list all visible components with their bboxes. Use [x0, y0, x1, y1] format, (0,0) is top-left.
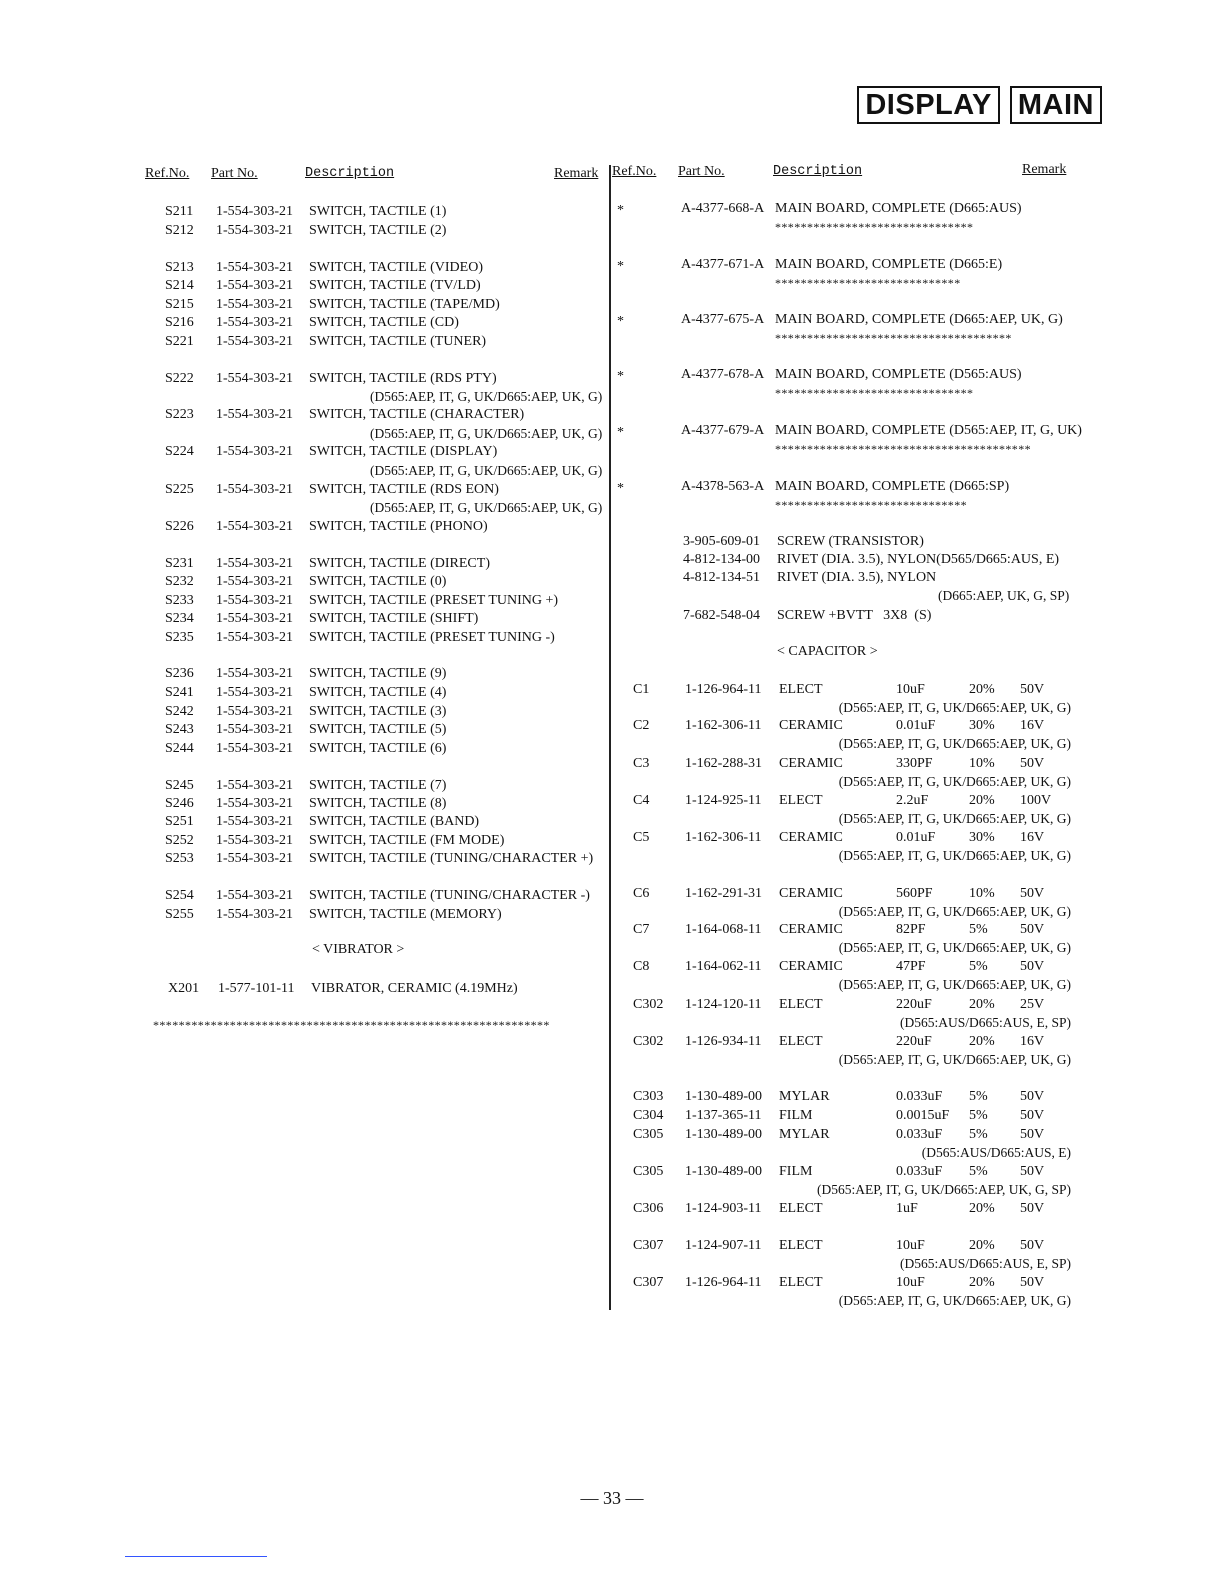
part-remark: (D565:AEP, IT, G, UK/D665:AEP, UK, G)	[370, 463, 603, 478]
capacitor-type: CERAMIC	[779, 718, 843, 733]
left-header-remark: Remark	[554, 166, 599, 181]
tab-display: DISPLAY	[857, 86, 1000, 124]
part-remark: (D565:AEP, IT, G, UK/D665:AEP, UK, G)	[838, 700, 1071, 715]
capacitor-voltage: 50V	[1020, 1164, 1045, 1179]
part-remark: (D565:AUS/D665:AUS, E, SP)	[899, 1256, 1071, 1271]
ref-number: S255	[165, 907, 194, 922]
right-header-part: Part No.	[678, 164, 725, 179]
ref-number: C7	[633, 922, 650, 937]
part-remark: (D565:AUS/D665:AUS, E)	[921, 1145, 1071, 1160]
part-number: 1-554-303-21	[216, 574, 293, 589]
part-number: A-4377-668-A	[681, 201, 765, 216]
part-number: 1-554-303-21	[216, 778, 293, 793]
part-number: 3-905-609-01	[683, 534, 760, 549]
capacitor-tolerance: 5%	[969, 1164, 988, 1179]
ref-number: S244	[165, 741, 194, 756]
ref-number: S245	[165, 778, 194, 793]
part-description: SWITCH, TACTILE (5)	[309, 722, 447, 737]
part-number: 1-554-303-21	[216, 741, 293, 756]
ref-number: C302	[633, 997, 664, 1012]
part-description: RIVET (DIA. 3.5), NYLON	[777, 570, 937, 585]
part-number: 1-126-964-11	[685, 682, 762, 697]
capacitor-value: 1uF	[896, 1201, 918, 1216]
part-description: SWITCH, TACTILE (PRESET TUNING -)	[309, 630, 555, 645]
part-number: 1-137-365-11	[685, 1108, 762, 1123]
part-description: SWITCH, TACTILE (3)	[309, 704, 447, 719]
board-mark: *	[617, 369, 624, 384]
capacitor-voltage: 50V	[1020, 1127, 1045, 1142]
section-heading-capacitor: < CAPACITOR >	[777, 644, 878, 659]
part-number: 1-554-303-21	[216, 814, 293, 829]
part-description: SWITCH, TACTILE (CHARACTER)	[309, 407, 525, 422]
part-number: 1-577-101-11	[218, 981, 295, 996]
ref-number: S252	[165, 833, 194, 848]
part-remark: (D565:AEP, IT, G, UK/D665:AEP, UK, G)	[838, 736, 1071, 751]
ref-number: S253	[165, 851, 194, 866]
ref-number: S216	[165, 315, 194, 330]
part-remark: (D565:AEP, IT, G, UK/D665:AEP, UK, G)	[370, 500, 603, 515]
ref-number: S243	[165, 722, 194, 737]
part-remark: (D665:AEP, UK, G, SP)	[938, 588, 1070, 603]
part-description: SCREW +BVTT 3X8 (S)	[777, 608, 932, 623]
part-description: SCREW (TRANSISTOR)	[777, 534, 924, 549]
part-description: SWITCH, TACTILE (TUNING/CHARACTER +)	[309, 851, 594, 866]
part-description: SWITCH, TACTILE (6)	[309, 741, 447, 756]
part-description: SWITCH, TACTILE (DIRECT)	[309, 556, 490, 571]
part-description: SWITCH, TACTILE (BAND)	[309, 814, 480, 829]
part-number: 1-554-303-21	[216, 297, 293, 312]
separator-stars: **************************************************************	[153, 1018, 550, 1032]
part-description: MAIN BOARD, COMPLETE (D565:AEP, IT, G, UK)	[775, 423, 1082, 438]
ref-number: C303	[633, 1089, 664, 1104]
ref-number: S254	[165, 888, 194, 903]
part-remark: (D565:AEP, IT, G, UK/D665:AEP, UK, G)	[370, 426, 603, 441]
separator-stars: *******************************	[775, 220, 974, 234]
part-description: SWITCH, TACTILE (TUNER)	[309, 334, 487, 349]
capacitor-value: 0.033uF	[896, 1127, 943, 1142]
part-remark: (D565:AEP, IT, G, UK/D665:AEP, UK, G)	[838, 940, 1071, 955]
capacitor-voltage: 16V	[1020, 1034, 1045, 1049]
part-remark: (D565:AEP, IT, G, UK/D665:AEP, UK, G)	[370, 389, 603, 404]
capacitor-value: 10uF	[896, 1275, 925, 1290]
part-description: SWITCH, TACTILE (RDS PTY)	[309, 371, 497, 386]
capacitor-voltage: 50V	[1020, 1089, 1045, 1104]
capacitor-tolerance: 10%	[969, 886, 995, 901]
part-description: SWITCH, TACTILE (DISPLAY)	[309, 444, 498, 459]
right-header-desc: Description	[773, 164, 863, 179]
part-number: 1-162-288-31	[685, 756, 762, 771]
part-number: 1-554-303-21	[216, 371, 293, 386]
capacitor-value: 330PF	[896, 756, 933, 771]
capacitor-type: ELECT	[779, 1275, 823, 1290]
capacitor-voltage: 50V	[1020, 1108, 1045, 1123]
capacitor-type: MYLAR	[779, 1089, 830, 1104]
ref-number: C5	[633, 830, 650, 845]
ref-number: C1	[633, 682, 650, 697]
board-mark: *	[617, 203, 624, 218]
capacitor-tolerance: 20%	[969, 1238, 995, 1253]
part-number: 1-554-303-21	[216, 796, 293, 811]
capacitor-voltage: 50V	[1020, 1275, 1045, 1290]
capacitor-value: 0.0015uF	[896, 1108, 950, 1123]
part-number: 1-124-903-11	[685, 1201, 762, 1216]
capacitor-voltage: 16V	[1020, 830, 1045, 845]
part-number: 1-554-303-21	[216, 704, 293, 719]
part-number: 1-554-303-21	[216, 851, 293, 866]
part-number: 1-162-306-11	[685, 830, 762, 845]
tab-main: MAIN	[1010, 86, 1102, 124]
capacitor-type: CERAMIC	[779, 886, 843, 901]
part-number: 1-124-907-11	[685, 1238, 762, 1253]
page-number: — 33 —	[580, 1488, 644, 1508]
capacitor-value: 220uF	[896, 997, 932, 1012]
part-description: MAIN BOARD, COMPLETE (D665:AUS)	[775, 201, 1022, 216]
capacitor-tolerance: 5%	[969, 959, 988, 974]
part-number: 1-554-303-21	[216, 611, 293, 626]
ref-number: S222	[165, 371, 194, 386]
part-description: SWITCH, TACTILE (0)	[309, 574, 447, 589]
part-description: SWITCH, TACTILE (SHIFT)	[309, 611, 479, 626]
board-mark: *	[617, 259, 624, 274]
left-header-part: Part No.	[211, 166, 258, 181]
ref-number: C307	[633, 1238, 664, 1253]
ref-number: S251	[165, 814, 194, 829]
part-number: 1-554-303-21	[216, 593, 293, 608]
ref-number: C302	[633, 1034, 664, 1049]
ref-number: S234	[165, 611, 194, 626]
part-number: A-4377-671-A	[681, 257, 765, 272]
capacitor-value: 0.033uF	[896, 1164, 943, 1179]
ref-number: S215	[165, 297, 194, 312]
capacitor-tolerance: 20%	[969, 1275, 995, 1290]
part-description: SWITCH, TACTILE (TUNING/CHARACTER -)	[309, 888, 590, 903]
part-description: SWITCH, TACTILE (TV/LD)	[309, 278, 481, 293]
capacitor-tolerance: 5%	[969, 922, 988, 937]
part-number: A-4377-675-A	[681, 312, 765, 327]
part-number: 1-554-303-21	[216, 482, 293, 497]
board-mark: *	[617, 425, 624, 440]
ref-number: S233	[165, 593, 194, 608]
part-number: 1-164-062-11	[685, 959, 762, 974]
capacitor-tolerance: 20%	[969, 997, 995, 1012]
capacitor-value: 10uF	[896, 1238, 925, 1253]
ref-number: C4	[633, 793, 650, 808]
part-description: RIVET (DIA. 3.5), NYLON(D565/D665:AUS, E)	[777, 552, 1060, 567]
capacitor-tolerance: 20%	[969, 1034, 995, 1049]
ref-number: S231	[165, 556, 194, 571]
capacitor-value: 10uF	[896, 682, 925, 697]
ref-number: C305	[633, 1164, 664, 1179]
part-description: SWITCH, TACTILE (PHONO)	[309, 519, 488, 534]
capacitor-type: CERAMIC	[779, 922, 843, 937]
capacitor-value: 2.2uF	[896, 793, 929, 808]
part-description: SWITCH, TACTILE (TAPE/MD)	[309, 297, 500, 312]
part-number: 1-124-120-11	[685, 997, 762, 1012]
part-number: 1-554-303-21	[216, 630, 293, 645]
part-description: SWITCH, TACTILE (VIDEO)	[309, 260, 483, 275]
capacitor-type: FILM	[779, 1108, 813, 1123]
ref-number: C6	[633, 886, 650, 901]
capacitor-type: ELECT	[779, 997, 823, 1012]
part-remark: (D565:AEP, IT, G, UK/D665:AEP, UK, G)	[838, 848, 1071, 863]
capacitor-tolerance: 5%	[969, 1108, 988, 1123]
capacitor-voltage: 16V	[1020, 718, 1045, 733]
part-number: 1-554-303-21	[216, 685, 293, 700]
ref-number: C304	[633, 1108, 664, 1123]
part-number: 1-554-303-21	[216, 278, 293, 293]
part-number: 1-130-489-00	[685, 1127, 762, 1142]
capacitor-voltage: 100V	[1020, 793, 1052, 808]
part-description: SWITCH, TACTILE (CD)	[309, 315, 459, 330]
capacitor-voltage: 50V	[1020, 959, 1045, 974]
board-mark: *	[617, 481, 624, 496]
part-description: SWITCH, TACTILE (9)	[309, 666, 447, 681]
part-description: MAIN BOARD, COMPLETE (D665:SP)	[775, 479, 1010, 494]
separator-stars: *******************************	[775, 386, 974, 400]
ref-number: S232	[165, 574, 194, 589]
capacitor-voltage: 50V	[1020, 756, 1045, 771]
part-description: SWITCH, TACTILE (1)	[309, 204, 447, 219]
part-number: A-4378-563-A	[681, 479, 765, 494]
part-number: 1-554-303-21	[216, 315, 293, 330]
separator-stars: ******************************	[775, 498, 967, 512]
right-header-ref: Ref.No.	[612, 164, 657, 179]
ref-number: S211	[165, 204, 194, 219]
ref-number: C3	[633, 756, 650, 771]
part-remark: (D565:AEP, IT, G, UK/D665:AEP, UK, G)	[838, 1052, 1071, 1067]
part-description: SWITCH, TACTILE (RDS EON)	[309, 482, 499, 497]
capacitor-tolerance: 10%	[969, 756, 995, 771]
part-remark: (D565:AEP, IT, G, UK/D665:AEP, UK, G)	[838, 774, 1071, 789]
separator-stars: *****************************	[775, 276, 961, 290]
capacitor-type: ELECT	[779, 682, 823, 697]
part-number: 1-130-489-00	[685, 1164, 762, 1179]
part-description: SWITCH, TACTILE (7)	[309, 778, 447, 793]
part-number: 1-162-306-11	[685, 718, 762, 733]
capacitor-tolerance: 20%	[969, 682, 995, 697]
ref-number: S235	[165, 630, 194, 645]
ref-number: S221	[165, 334, 194, 349]
capacitor-voltage: 50V	[1020, 886, 1045, 901]
part-description: SWITCH, TACTILE (4)	[309, 685, 447, 700]
ref-number: S246	[165, 796, 194, 811]
part-number: 1-126-964-11	[685, 1275, 762, 1290]
part-description: MAIN BOARD, COMPLETE (D665:E)	[775, 257, 1003, 272]
right-header-remark: Remark	[1022, 162, 1067, 177]
part-number: 1-554-303-21	[216, 888, 293, 903]
part-number: 1-554-303-21	[216, 519, 293, 534]
capacitor-type: CERAMIC	[779, 756, 843, 771]
part-number: 1-162-291-31	[685, 886, 762, 901]
separator-stars: ****************************************	[775, 442, 1031, 456]
left-header-ref: Ref.No.	[145, 166, 190, 181]
part-remark: (D565:AUS/D665:AUS, E, SP)	[899, 1015, 1071, 1030]
separator-stars: *************************************	[775, 331, 1012, 345]
capacitor-type: ELECT	[779, 1034, 823, 1049]
part-remark: (D565:AEP, IT, G, UK/D665:AEP, UK, G, SP)	[816, 1182, 1071, 1197]
part-description: SWITCH, TACTILE (8)	[309, 796, 447, 811]
part-number: 1-554-303-21	[216, 833, 293, 848]
ref-number: C306	[633, 1201, 664, 1216]
section-tabs	[857, 86, 1102, 124]
ref-number: S214	[165, 278, 194, 293]
part-number: 1-554-303-21	[216, 260, 293, 275]
part-number: 4-812-134-00	[683, 552, 760, 567]
ref-number: S224	[165, 444, 194, 459]
capacitor-type: MYLAR	[779, 1127, 830, 1142]
capacitor-tolerance: 20%	[969, 1201, 995, 1216]
board-mark: *	[617, 314, 624, 329]
part-number: 1-554-303-21	[216, 334, 293, 349]
ref-number: S212	[165, 223, 194, 238]
part-number: 1-554-303-21	[216, 666, 293, 681]
bottom-rule	[125, 1556, 267, 1557]
ref-number: S236	[165, 666, 194, 681]
capacitor-type: FILM	[779, 1164, 813, 1179]
capacitor-value: 0.01uF	[896, 830, 936, 845]
part-number: 1-126-934-11	[685, 1034, 762, 1049]
part-description: SWITCH, TACTILE (2)	[309, 223, 447, 238]
part-description: SWITCH, TACTILE (PRESET TUNING +)	[309, 593, 559, 608]
ref-number: S225	[165, 482, 194, 497]
capacitor-value: 82PF	[896, 922, 926, 937]
ref-number: C2	[633, 718, 650, 733]
ref-number: C307	[633, 1275, 664, 1290]
capacitor-value: 0.033uF	[896, 1089, 943, 1104]
ref-number: C8	[633, 959, 650, 974]
ref-number: S226	[165, 519, 194, 534]
ref-number: C305	[633, 1127, 664, 1142]
capacitor-type: ELECT	[779, 1201, 823, 1216]
ref-number: S213	[165, 260, 194, 275]
part-remark: (D565:AEP, IT, G, UK/D665:AEP, UK, G)	[838, 977, 1071, 992]
part-number: 1-554-303-21	[216, 444, 293, 459]
part-number: 1-554-303-21	[216, 407, 293, 422]
capacitor-voltage: 25V	[1020, 997, 1045, 1012]
part-number: 1-554-303-21	[216, 722, 293, 737]
capacitor-voltage: 50V	[1020, 1238, 1045, 1253]
part-description: VIBRATOR, CERAMIC (4.19MHz)	[311, 981, 518, 996]
part-number: 1-554-303-21	[216, 204, 293, 219]
capacitor-type: CERAMIC	[779, 959, 843, 974]
capacitor-voltage: 50V	[1020, 682, 1045, 697]
capacitor-type: ELECT	[779, 793, 823, 808]
part-description: SWITCH, TACTILE (FM MODE)	[309, 833, 505, 848]
left-header-desc: Description	[305, 166, 395, 181]
ref-number: S241	[165, 685, 194, 700]
ref-number: S223	[165, 407, 194, 422]
capacitor-tolerance: 5%	[969, 1089, 988, 1104]
part-number: 1-130-489-00	[685, 1089, 762, 1104]
capacitor-value: 560PF	[896, 886, 933, 901]
part-description: SWITCH, TACTILE (MEMORY)	[309, 907, 502, 922]
capacitor-type: ELECT	[779, 1238, 823, 1253]
capacitor-tolerance: 20%	[969, 793, 995, 808]
part-number: 1-554-303-21	[216, 556, 293, 571]
capacitor-value: 47PF	[896, 959, 926, 974]
part-number: 1-164-068-11	[685, 922, 762, 937]
ref-number: S242	[165, 704, 194, 719]
part-remark: (D565:AEP, IT, G, UK/D665:AEP, UK, G)	[838, 904, 1071, 919]
capacitor-type: CERAMIC	[779, 830, 843, 845]
part-remark: (D565:AEP, IT, G, UK/D665:AEP, UK, G)	[838, 811, 1071, 826]
part-remark: (D565:AEP, IT, G, UK/D665:AEP, UK, G)	[838, 1293, 1071, 1308]
part-number: 1-124-925-11	[685, 793, 762, 808]
part-number: 1-554-303-21	[216, 223, 293, 238]
capacitor-tolerance: 30%	[969, 718, 995, 733]
part-number: 7-682-548-04	[683, 608, 760, 623]
part-number: 1-554-303-21	[216, 907, 293, 922]
part-number: A-4377-678-A	[681, 367, 765, 382]
ref-number: X201	[168, 981, 200, 996]
capacitor-tolerance: 5%	[969, 1127, 988, 1142]
capacitor-value: 0.01uF	[896, 718, 936, 733]
capacitor-tolerance: 30%	[969, 830, 995, 845]
capacitor-voltage: 50V	[1020, 1201, 1045, 1216]
capacitor-value: 220uF	[896, 1034, 932, 1049]
part-description: MAIN BOARD, COMPLETE (D565:AUS)	[775, 367, 1022, 382]
column-divider	[609, 165, 611, 1310]
part-number: 4-812-134-51	[683, 570, 760, 585]
capacitor-voltage: 50V	[1020, 922, 1045, 937]
part-number: A-4377-679-A	[681, 423, 765, 438]
part-description: MAIN BOARD, COMPLETE (D665:AEP, UK, G)	[775, 312, 1063, 327]
section-heading-vibrator: < VIBRATOR >	[312, 942, 405, 957]
